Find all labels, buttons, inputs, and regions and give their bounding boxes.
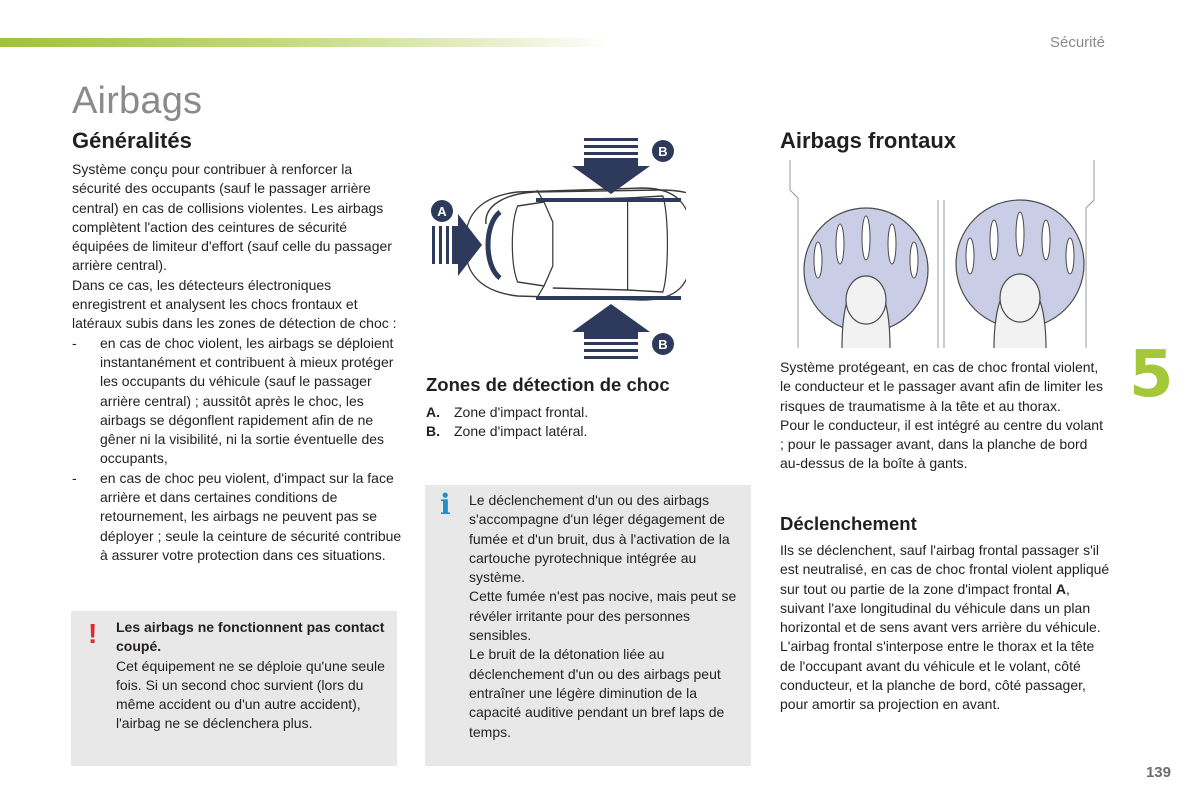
warning-body-text: Cet équipement ne se déploie qu'une seule fois. Si un second choc survient (lors du même accident ou d'un autre accident), l'airbag ne se déclenchera plus.	[116, 657, 385, 732]
label-b-bottom-badge	[652, 333, 674, 355]
bullet-dash: -	[72, 334, 77, 351]
declenchement-body	[780, 541, 1110, 715]
label-a-badge	[431, 200, 453, 222]
zone-letter: B.	[426, 423, 440, 440]
info-text	[469, 491, 747, 742]
declenchement-text-b: , suivant l'axe longitudinal du véhicule dans un plan horizontal et de sens avant vers arrière du véhicule.	[780, 580, 1101, 636]
label-a: A	[437, 204, 447, 219]
car-top-view-illustration	[466, 188, 686, 300]
list-item-text: en cas de choc peu violent, d'impact sur la face arrière et dans certaines conditions de retournement, les airbags ne peuvent pas se déployer ; seule la ceinture de sécurité contribue à assurer votre protection dans ces situations.	[100, 469, 402, 563]
label-b-top-badge	[652, 140, 674, 162]
generalites-heading: Généralités	[72, 128, 192, 153]
page-title: Airbags	[72, 80, 203, 122]
info-icon: i	[440, 488, 451, 521]
label-b-bottom: B	[658, 337, 668, 352]
driver-airbag-icon	[804, 208, 928, 348]
list-item	[72, 469, 402, 565]
impact-zones-diagram	[426, 134, 686, 364]
generalites-para-1: Système conçu pour contribuer à renforcer la sécurité des occupants (sauf le passager arrière central) en cas de collisions violentes. Les airbags complètent l'action des ceintures de sécurité équipées de limiteur d'effort (sauf celle du passager arrière central).	[72, 161, 392, 274]
info-para-2: Cette fumée n'est pas nocive, mais peut se révéler irritante pour des personnes sensibles.	[469, 588, 737, 644]
page-number: 139	[1145, 764, 1171, 781]
header-accent-bar	[0, 38, 610, 47]
declenchement-para-2: L'airbag frontal s'interpose entre le thorax et la tête de l'occupant avant du véhicule et le volant, côté conducteur, et la planche de bord, côté passager, pour amortir sa projection en avant.	[780, 638, 1095, 713]
warning-bold-text: Les airbags ne fonctionnent pas contact coupé.	[116, 619, 385, 655]
info-para-1: Le déclenchement d'un ou des airbags s'accompagne d'un léger dégagement de fumée et d'un bruit, dus à l'activation de la cartouche pyrotechnique intégrée au système.	[469, 492, 730, 586]
chapter-number: 5	[1129, 338, 1174, 412]
section-label: Sécurité	[1049, 34, 1105, 51]
list-item	[72, 334, 402, 469]
frontaux-heading: Airbags frontaux	[780, 128, 957, 153]
warning-text	[116, 618, 388, 734]
generalites-bullet-list	[72, 334, 402, 566]
declenchement-zone-letter: A	[1055, 580, 1066, 597]
front-airbags-illustration	[788, 160, 1096, 348]
generalites-body	[72, 160, 402, 565]
frontaux-para-2: Pour le conducteur, il est intégré au centre du volant ; pour le passager avant, dans la planche de bord au-dessus de la boîte à gants.	[780, 416, 1103, 472]
warning-icon: !	[88, 618, 98, 649]
zones-list	[426, 403, 746, 442]
label-b-top: B	[658, 144, 668, 159]
declenchement-text-a: Ils se déclenchent, sauf l'airbag frontal passager s'il est neutralisé, en cas de choc frontal violent appliqué sur tout ou partie de la zone d'impact frontal	[780, 542, 1110, 597]
frontaux-para-1: Système protégeant, en cas de choc frontal violent, le conducteur et le passager avant afin de limiter les risques de traumatisme à la tête et au thorax.	[780, 359, 1103, 414]
list-item	[426, 403, 746, 422]
list-item	[426, 422, 746, 441]
passenger-airbag-icon	[956, 200, 1084, 348]
generalites-para-2: Dans ce cas, les détecteurs électroniques enregistrent et analysent les chocs frontaux et latéraux subis dans les zones de détection de choc :	[72, 276, 397, 332]
zone-text: Zone d'impact frontal.	[454, 404, 589, 420]
declenchement-para-1	[780, 541, 1110, 637]
list-item-text: en cas de choc violent, les airbags se déploient instantanément et contribuent à mieux protéger les occupants du véhicule (sauf le passager arrière central) ; aussitôt après le choc, les airbags se dégonflent rapidement afin de ne gêner ni la visibilité, ni la sortie éventuelle des occupants,	[100, 334, 394, 467]
info-para-3: Le bruit de la détonation liée au déclenchement d'un ou des airbags peut entraîner une légère diminution de la capacité auditive pendant un bref laps de temps.	[469, 646, 725, 740]
declenchement-heading: Déclenchement	[780, 513, 917, 534]
bullet-dash: -	[72, 469, 77, 486]
zones-heading: Zones de détection de choc	[426, 374, 670, 395]
zone-letter: A.	[426, 404, 440, 420]
zone-text: Zone d'impact latéral.	[454, 423, 588, 440]
frontaux-body	[780, 358, 1110, 474]
